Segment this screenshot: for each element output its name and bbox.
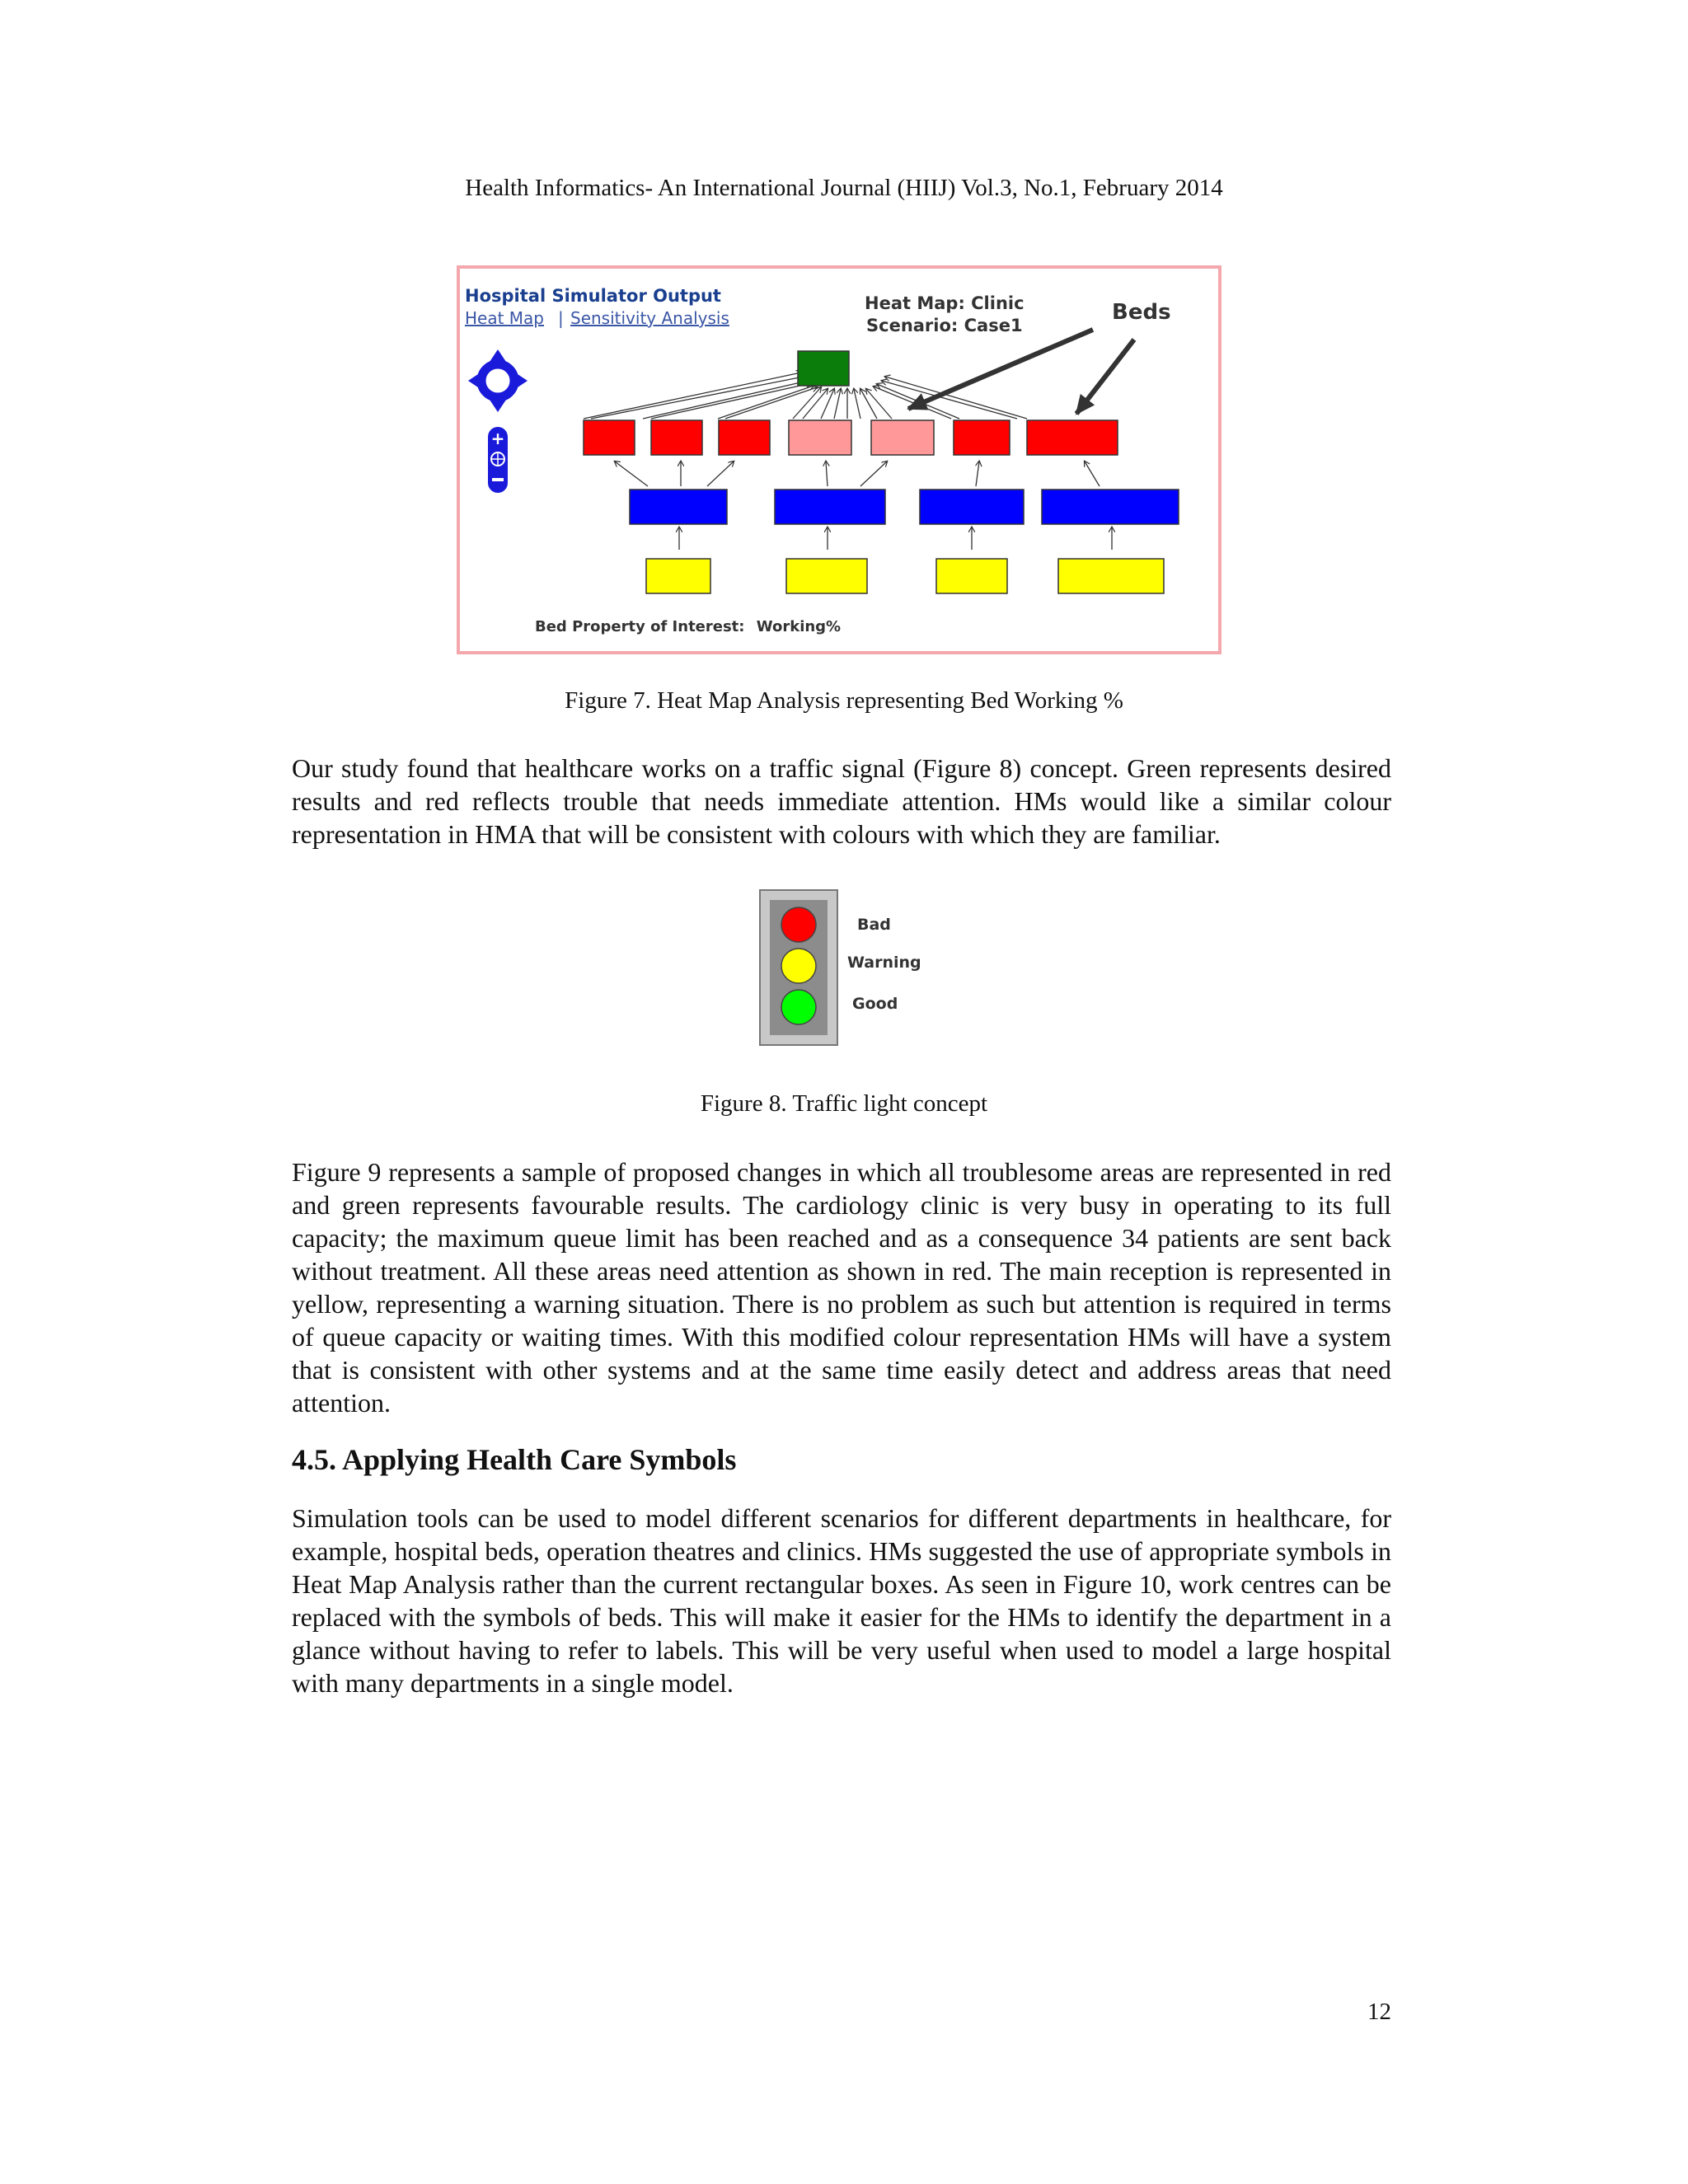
section-heading: 4.5. Applying Health Care Symbols [292, 1443, 737, 1476]
figure-8-traffic-light [758, 888, 940, 1049]
clinic-node[interactable] [630, 490, 727, 524]
paragraph-traffic-signal: Our study found that healthcare works on a traffic signal (Figure 8) concept. Green represents desired results and red reflects trouble that needs immediate attention. HMs would like a similar colour representation in HMA that will be consistent with colours with which they are familiar. [292, 753, 1391, 849]
source-node[interactable] [936, 559, 1007, 593]
bed-node[interactable] [651, 420, 702, 455]
paragraph-health-care-symbols: Simulation tools can be used to model different scenarios for different departments in healthcare, for example, hospital beds, operation theatres and clinics. HMs suggested the use of appropriate symbols in Heat Map Analysis rather than the current rectangular boxes. As seen in Figure 10, work centres can be replaced with the symbols of beds. This will make it easier for the HMs to identify the department in a glance without having to refer to labels. This will be very useful when used to model a large hospital with many departments in a single model. [292, 1503, 1391, 1698]
running-header: Health Informatics- An International Journal (HIIJ) Vol.3, No.1, February 2014 [465, 175, 1223, 201]
app-title: Hospital Simulator Output [465, 286, 721, 306]
good-label: Good [852, 995, 898, 1013]
property-label [535, 618, 841, 635]
bed-node[interactable] [954, 420, 1010, 455]
yellow-light-icon [781, 949, 816, 983]
property-value: Working% [756, 618, 842, 635]
bed-node[interactable] [719, 420, 770, 455]
beds-label: Beds [1112, 300, 1171, 325]
clinic-node[interactable] [920, 490, 1024, 524]
figure-7-heat-map [457, 265, 1221, 654]
bed-node[interactable] [584, 420, 635, 455]
bed-node[interactable] [1027, 420, 1118, 455]
source-node[interactable] [646, 559, 710, 593]
source-node[interactable] [786, 559, 867, 593]
heat-map-top-node[interactable] [798, 351, 849, 386]
zoom-control-icon[interactable] [488, 427, 508, 493]
bad-label: Bad [857, 916, 891, 934]
property-label-text: Bed Property of Interest: [535, 618, 745, 635]
page-number: 12 [1367, 1999, 1391, 2025]
source-node[interactable] [1058, 559, 1164, 593]
figure-8-caption: Figure 8. Traffic light concept [700, 1090, 988, 1117]
paragraph-figure-9: Figure 9 represents a sample of proposed changes in which all troublesome areas are represented in red and green represents favourable results. The cardiology clinic is very busy in operating to its full capacity; the maximum queue limit has been reached and as a consequence 34 patients are sent back without treatment. All these areas need attention as shown in red. The main reception is represented in yellow, representing a warning situation. There is no problem as such but attention is required in terms of queue capacity or waiting times. With this modified colour representation HMs will have a system that is consistent with other systems and at the same time easily detect and address areas that need attention. [292, 1157, 1391, 1418]
heat-map-label: Heat Map: Clinic [865, 293, 1025, 313]
sensitivity-analysis-link[interactable]: Sensitivity Analysis [570, 308, 729, 328]
bed-node[interactable] [871, 420, 934, 455]
clinic-node[interactable] [1042, 490, 1179, 524]
bed-node[interactable] [789, 420, 851, 455]
figure-7-caption: Figure 7. Heat Map Analysis representing Bed Working % [565, 687, 1123, 714]
warning-label: Warning [847, 954, 921, 972]
clinic-node[interactable] [775, 490, 885, 524]
scenario-label: Scenario: Case1 [866, 316, 1023, 335]
svg-text:+: + [490, 429, 505, 448]
link-separator: | [558, 308, 564, 328]
bed-nodes [584, 420, 1118, 455]
red-light-icon [781, 907, 816, 942]
heat-map-link[interactable]: Heat Map [465, 308, 545, 328]
green-light-icon [781, 990, 816, 1024]
